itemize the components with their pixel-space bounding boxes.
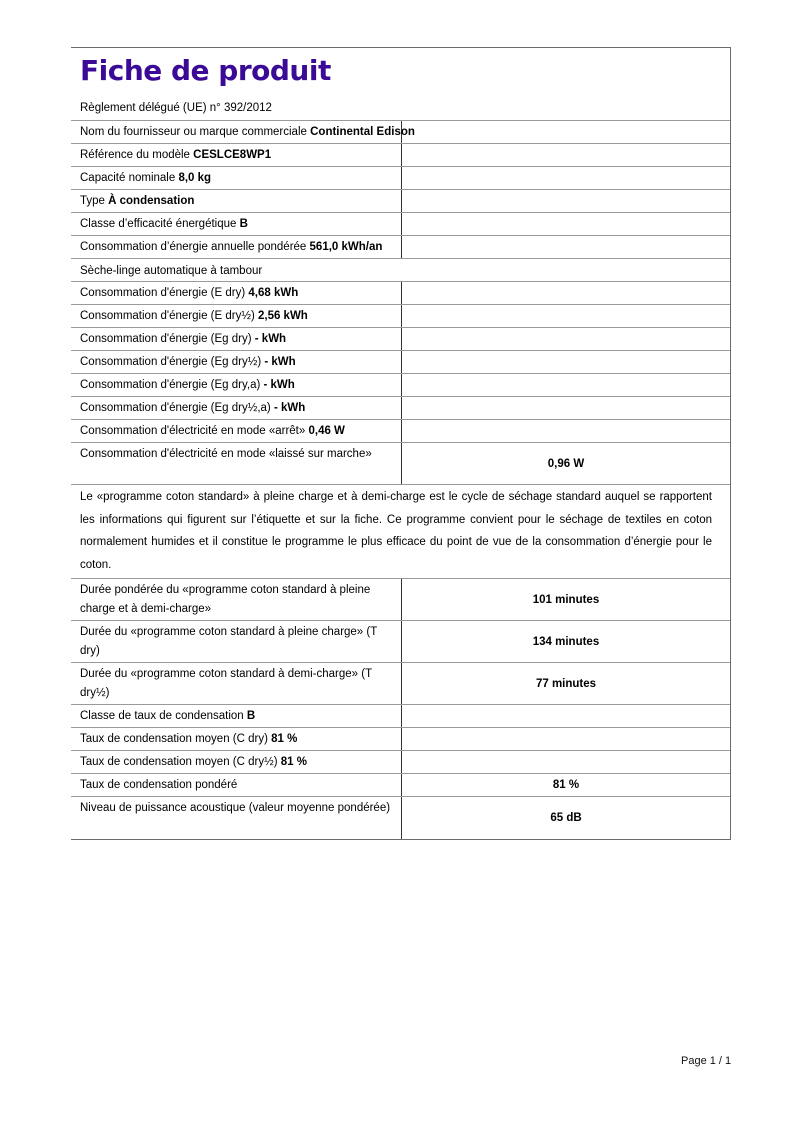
row-right-value <box>402 751 730 773</box>
row-right-value: 134 minutes <box>532 635 600 648</box>
row-value: 4,68 kWh <box>248 287 299 299</box>
row-right-value <box>402 397 730 419</box>
table-row-c-dry-half <box>71 751 730 774</box>
table-row-weighted-duration <box>71 579 730 621</box>
table-row-type <box>71 190 730 213</box>
table-row-eg-dry <box>71 328 730 351</box>
row-label: Nom du fournisseur ou marque commerciale Continental Edison <box>71 121 402 143</box>
row-label: Taux de condensation moyen (C dry½) 81 % <box>71 751 402 773</box>
table-row-half-load-duration <box>71 663 730 705</box>
table-row-e-dry-half <box>71 305 730 328</box>
table-row-condensation-class <box>71 705 730 728</box>
row-label: Consommation d'électricité en mode «laissé sur marche» <box>71 443 402 484</box>
table-row-model <box>71 144 730 167</box>
row-label: Consommation d'énergie (E dry) 4,68 kWh <box>71 282 402 304</box>
regulation-reference: Règlement délégué (UE) n° 392/2012 <box>80 102 272 114</box>
table-row-annual-consumption <box>71 236 730 259</box>
table-row-full-load-duration <box>71 621 730 663</box>
row-right-value: 0,96 W <box>547 457 585 470</box>
table-row-left-on-mode <box>71 443 730 485</box>
row-value: 81 % <box>271 733 298 745</box>
row-label: Durée du «programme coton standard à pleine charge» (T dry) <box>71 621 402 662</box>
row-right-value <box>402 236 730 258</box>
row-right-value <box>402 705 730 727</box>
sheet-header <box>71 48 730 121</box>
row-label: Consommation d'énergie (Eg dry½) - kWh <box>71 351 402 373</box>
row-value: B <box>246 710 256 722</box>
table-row-capacity <box>71 167 730 190</box>
table-row-c-dry <box>71 728 730 751</box>
row-right-value: 77 minutes <box>535 677 597 690</box>
table-row-acoustic-power <box>71 797 730 839</box>
row-label: Durée du «programme coton standard à demi-charge» (T dry½) <box>71 663 402 704</box>
page-title: Fiche de produit <box>80 54 331 87</box>
row-label: Consommation d'énergie (Eg dry,a) - kWh <box>71 374 402 396</box>
table-row-eg-dry-half <box>71 351 730 374</box>
row-value: À condensation <box>108 195 195 207</box>
row-right-value <box>402 328 730 350</box>
row-label: Consommation d'énergie (Eg dry½,a) - kWh <box>71 397 402 419</box>
row-right-value <box>402 213 730 235</box>
row-value: - kWh <box>264 356 296 368</box>
row-value: 561,0 kWh/an <box>309 241 383 253</box>
table-row-dryer-type <box>71 259 730 282</box>
row-label: Consommation d'énergie (Eg dry) - kWh <box>71 328 402 350</box>
row-label: Type À condensation <box>71 190 402 212</box>
row-label: Durée pondérée du «programme coton standard à pleine charge et à demi-charge» <box>71 579 402 620</box>
row-value: - kWh <box>254 333 287 345</box>
row-label: Taux de condensation moyen (C dry) 81 % <box>71 728 402 750</box>
row-label: Classe d’efficacité énergétique B <box>71 213 402 235</box>
row-value: - kWh <box>263 379 295 391</box>
table-row-standard-program-note <box>71 485 730 579</box>
table-row-weighted-condensation <box>71 774 730 797</box>
row-label: Classe de taux de condensation B <box>71 705 402 727</box>
table-row-off-mode <box>71 420 730 443</box>
row-value: CESLCE8WP1 <box>193 149 272 161</box>
row-right-value <box>402 167 730 189</box>
row-right-value: 81 % <box>552 779 580 791</box>
table-row-e-dry <box>71 282 730 305</box>
row-right-value <box>402 351 730 373</box>
table-row-eg-dry-half-a <box>71 397 730 420</box>
row-label: Niveau de puissance acoustique (valeur moyenne pondérée) <box>71 797 402 839</box>
row-right-value <box>402 190 730 212</box>
program-description: Le «programme coton standard» à pleine charge et à demi-charge est le cycle de séchage standard auquel se rapportent les informations qui figurent sur l’étiquette et sur la fiche. Ce programme convient pour le séchage de textiles en coton normalement humides et il constitue le programme le plus efficace du point de vue de la consommation d’énergie pour le coton. <box>80 491 712 571</box>
table-row-eg-dry-a <box>71 374 730 397</box>
row-right-value <box>402 420 730 442</box>
row-value: 8,0 kg <box>178 172 212 184</box>
row-right-value <box>402 282 730 304</box>
row-right-value <box>402 728 730 750</box>
row-right-value <box>402 121 730 143</box>
table-row-supplier <box>71 121 730 144</box>
row-value: 2,56 kWh <box>257 310 308 322</box>
row-label: Consommation d’énergie annuelle pondérée 561,0 kWh/an <box>71 236 402 258</box>
row-right-value <box>402 144 730 166</box>
row-value: 81 % <box>280 756 307 768</box>
row-label: Référence du modèle CESLCE8WP1 <box>71 144 402 166</box>
row-label: Capacité nominale 8,0 kg <box>71 167 402 189</box>
page-number: Page 1 / 1 <box>681 1055 732 1067</box>
row-value: B <box>239 218 248 230</box>
row-right-value: 65 dB <box>550 812 582 824</box>
row-label: Consommation d'énergie (E dry½) 2,56 kWh <box>71 305 402 327</box>
row-label: Taux de condensation pondéré <box>71 774 402 796</box>
row-right-value <box>402 374 730 396</box>
row-right-value: 101 minutes <box>532 593 600 606</box>
row-value: - kWh <box>273 402 306 414</box>
table-row-energy-class <box>71 213 730 236</box>
product-sheet-table <box>71 47 731 840</box>
row-label: Consommation d'électricité en mode «arrêt» 0,46 W <box>71 420 402 442</box>
row-right-value <box>402 305 730 327</box>
row-value: 0,46 W <box>308 425 345 437</box>
row-label: Sèche-linge automatique à tambour <box>80 265 263 277</box>
row-value: Continental Edison <box>310 126 415 138</box>
